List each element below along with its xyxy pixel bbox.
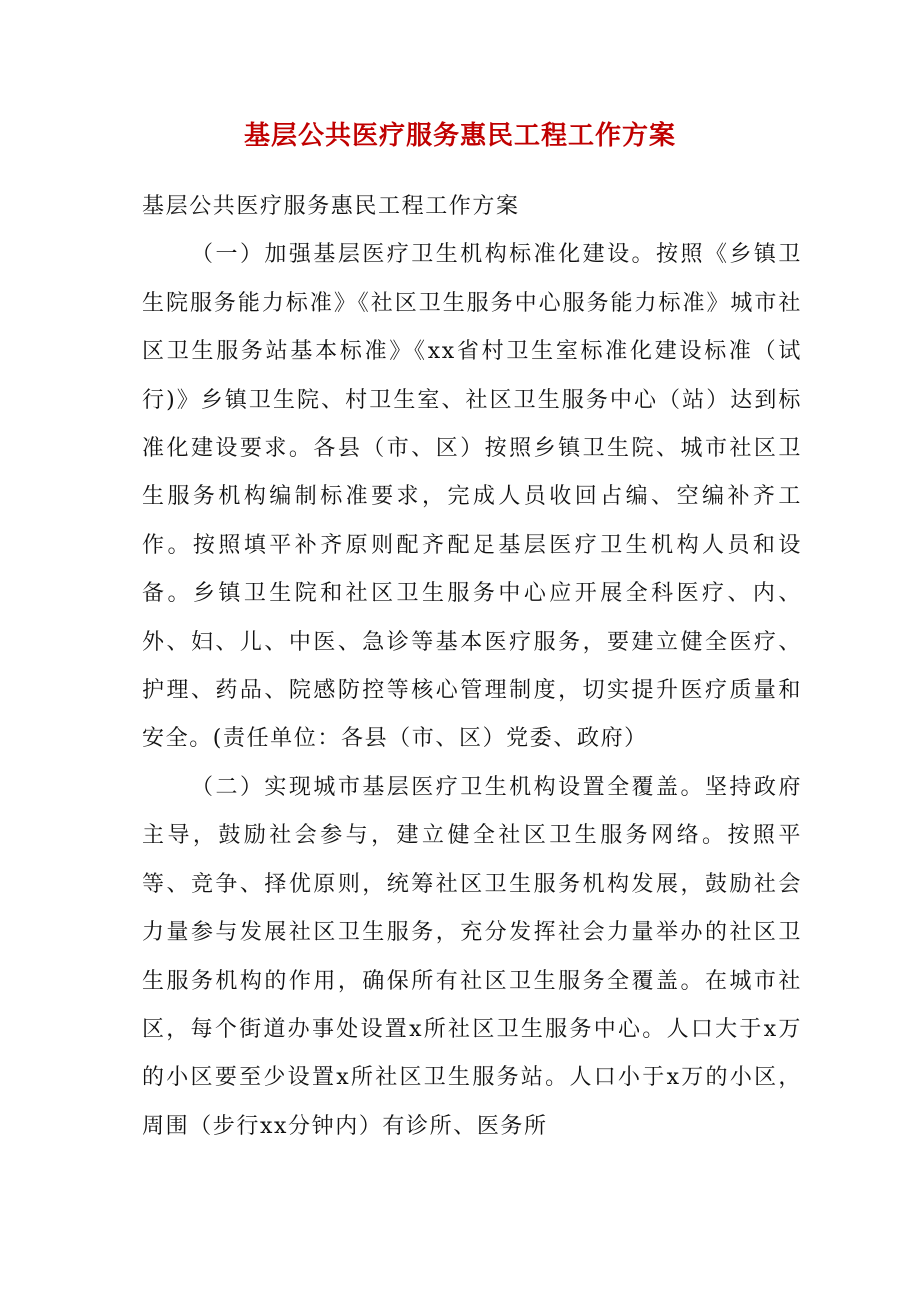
- paragraph-2: （二）实现城市基层医疗卫生机构设置全覆盖。坚持政府主导，鼓励社会参与，建立健全社区卫生服务网络。按照平等、竞争、择优原则，统筹社区卫生服务机构发展，鼓励社会力量参与发展社区卫生服务，充分发挥社会力量举办的社区卫生服务机构的作用，确保所有社区卫生服务全覆盖。在城市社区，每个街道办事处设置x所社区卫生服务中心。人口大于x万的小区要至少设置x所社区卫生服务站。人口小于x万的小区，周围（步行xx分钟内）有诊所、医务所: [142, 774, 802, 1139]
- paragraph-1: （一）加强基层医疗卫生机构标准化建设。按照《乡镇卫生院服务能力标准》《社区卫生服务中心服务能力标准》城市社区卫生服务站基本标准》《xx省村卫生室标准化建设标准（试行)》乡镇卫生院、村卫生室、社区卫生服务中心（站）达到标准化建设要求。各县（市、区）按照乡镇卫生院、城市社区卫生服务机构编制标准要求，完成人员收回占编、空编补齐工作。按照填平补齐原则配齐配足基层医疗卫生机构人员和设备。乡镇卫生院和社区卫生服务中心应开展全科医疗、内、外、妇、儿、中医、急诊等基本医疗服务，要建立健全医疗、护理、药品、院感防控等核心管理制度，切实提升医疗质量和安全。(责任单位：各县（市、区）党委、政府）: [142, 242, 802, 752]
- document-subtitle: 基层公共医疗服务惠民工程工作方案: [142, 194, 520, 219]
- document-body: [142, 183, 802, 1151]
- document-title: 基层公共医疗服务惠民工程工作方案: [243, 121, 676, 151]
